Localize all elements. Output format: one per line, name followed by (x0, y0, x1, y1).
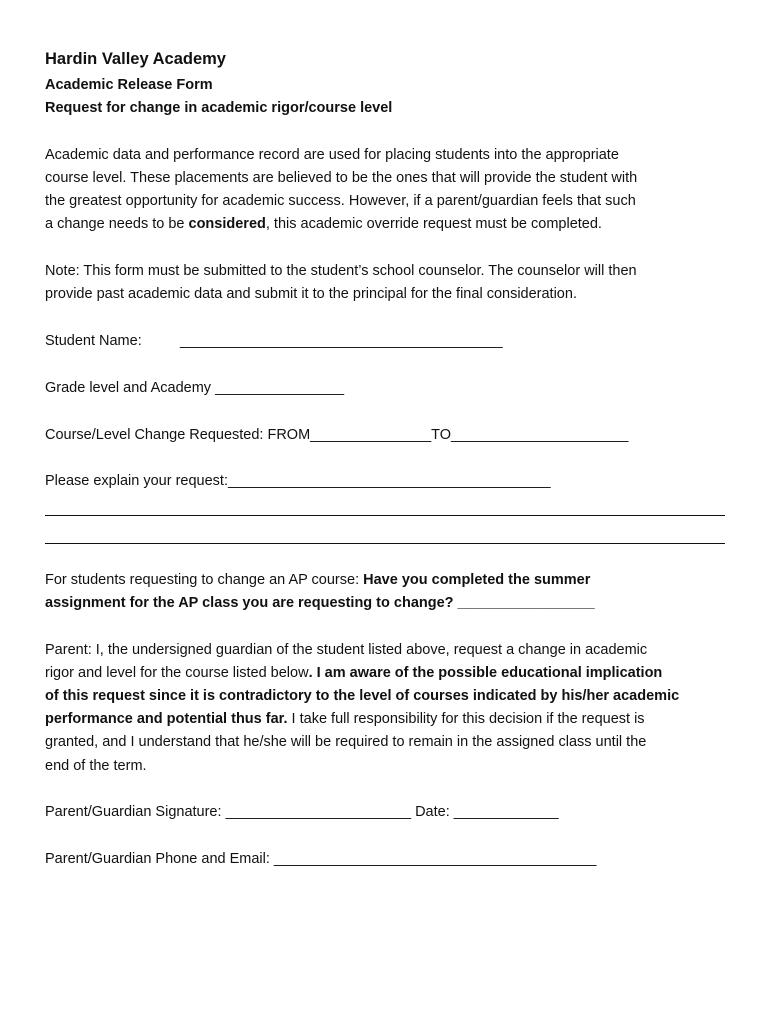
explain-field[interactable]: ________________________________________ (227, 473, 551, 489)
intro-line-2: course level. These placements are believed to be the ones that will provide the student with (45, 170, 638, 186)
grade-academy-field[interactable]: ________________ (215, 380, 345, 396)
grade-academy-row (45, 379, 344, 397)
note-line-2: provide past academic data and submit it to the principal for the final consideration. (45, 286, 577, 302)
explain-line-3[interactable] (45, 543, 725, 544)
ap-question-line-2 (45, 594, 595, 612)
parent-statement-line-5: granted, and I understand that he/she will be required to remain in the assigned class until the (45, 734, 647, 750)
ap-question-emphasis: Have you completed the summer (363, 572, 591, 588)
parent-statement-line-6: end of the term. (45, 758, 147, 774)
form-title: Academic Release Form (45, 77, 213, 93)
student-name-label: Student Name: (45, 333, 142, 349)
explain-line-2[interactable] (45, 515, 725, 516)
school-name: Hardin Valley Academy (45, 50, 226, 68)
course-from-field[interactable]: _______________ (310, 427, 432, 443)
contact-label: Parent/Guardian Phone and Email: (45, 851, 274, 867)
signature-label: Parent/Guardian Signature: (45, 804, 226, 820)
parent-statement-emphasis: . I am aware of the possible educational implication (308, 665, 663, 681)
date-field[interactable]: _____________ (453, 804, 559, 820)
course-change-row (45, 426, 628, 444)
course-to-label: TO (431, 427, 452, 443)
date-label: Date: (411, 804, 454, 820)
parent-statement-text: rigor and level for the course listed below (45, 665, 309, 681)
ap-answer-field[interactable]: _________________ (453, 595, 595, 611)
ap-question-emphasis: assignment for the AP class you are requesting to change? (45, 595, 454, 611)
grade-academy-label: Grade level and Academy (45, 380, 216, 396)
signature-row (45, 803, 559, 821)
ap-question-line-1 (45, 571, 590, 589)
student-name-field[interactable]: ________________________________________ (180, 333, 503, 349)
signature-field[interactable]: _______________________ (225, 804, 412, 820)
intro-line-3: the greatest opportunity for academic success. However, if a parent/guardian feels that such (45, 193, 636, 209)
contact-field[interactable]: ________________________________________ (273, 851, 597, 867)
explain-label: Please explain your request: (45, 473, 228, 489)
parent-statement-emphasis: performance and potential thus far. (45, 711, 288, 727)
note-line-1: Note: This form must be submitted to the student’s school counselor. The counselor will then (45, 263, 637, 279)
parent-statement-line-2 (45, 664, 662, 682)
contact-row (45, 850, 597, 868)
explain-row (45, 472, 551, 490)
intro-emphasis: considered (188, 216, 266, 232)
parent-statement-line-4 (45, 710, 645, 728)
intro-text: , this academic override request must be completed. (265, 216, 602, 232)
ap-question-text: For students requesting to change an AP course: (45, 572, 364, 588)
parent-statement-line-1: Parent: I, the undersigned guardian of the student listed above, request a change in academic (45, 642, 648, 658)
parent-statement-line-3: of this request since it is contradictory to the level of courses indicated by his/her academic (45, 688, 680, 704)
intro-line-4 (45, 215, 602, 233)
intro-line-1: Academic data and performance record are used for placing students into the appropriate (45, 147, 619, 163)
form-subtitle: Request for change in academic rigor/course level (45, 100, 393, 116)
course-to-field[interactable]: ______________________ (451, 427, 629, 443)
intro-text: a change needs to be (45, 216, 189, 232)
parent-statement-text: I take full responsibility for this decision if the request is (287, 711, 645, 727)
course-from-label: Course/Level Change Requested: FROM (45, 427, 311, 443)
